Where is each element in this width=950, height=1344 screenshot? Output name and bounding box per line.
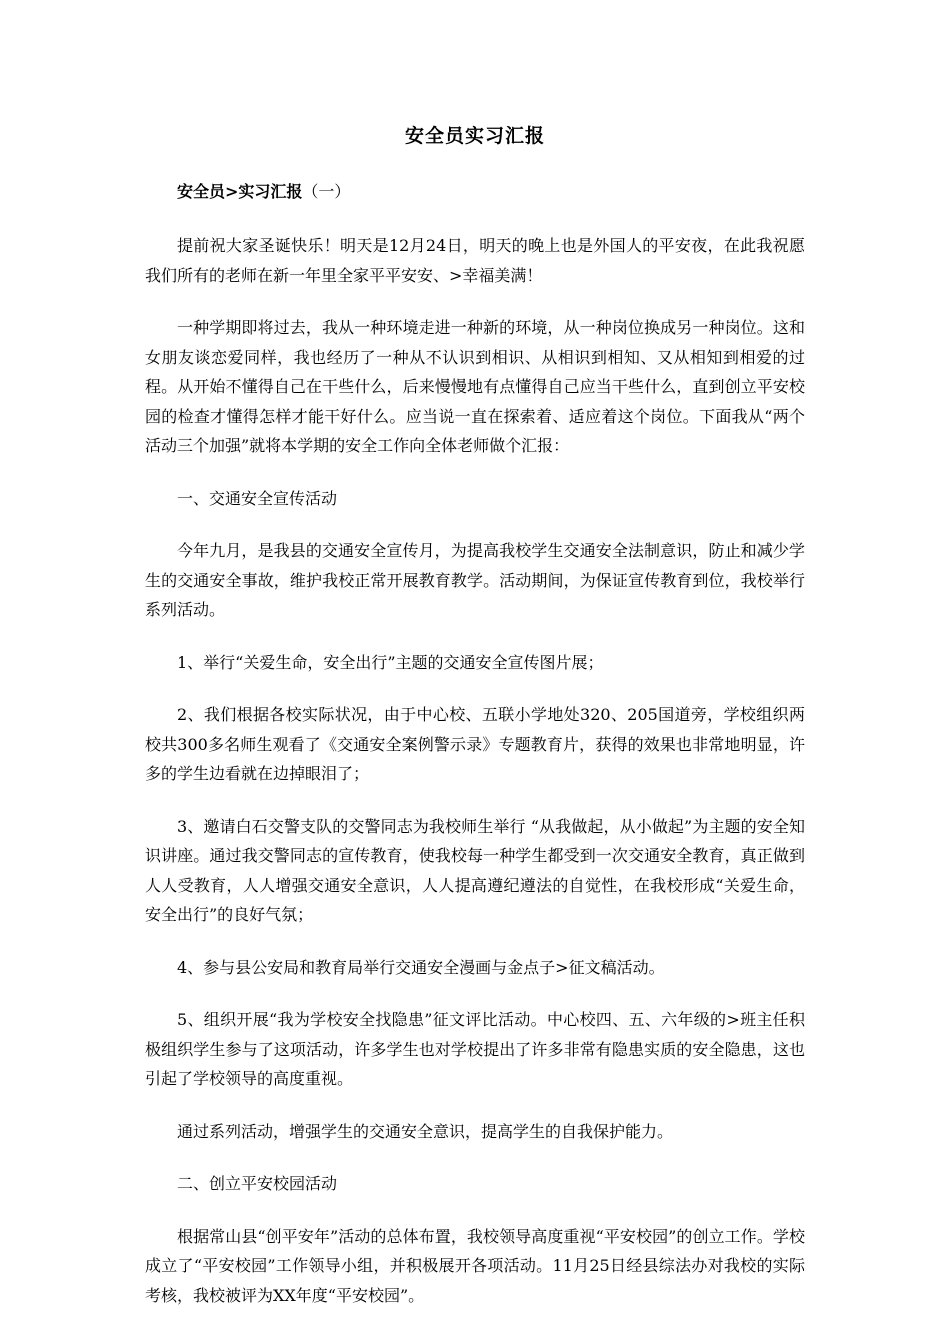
list-item-2: 2、我们根据各校实际状况，由于中心校、五联小学地处320、205国道旁，学校组织两校共300多名师生观看了《交通安全案例警示录》专题教育片，获得的效果也非常地明显，许多的学生边看就在边掉眼泪了； bbox=[145, 705, 805, 783]
paragraph-safe-campus: 根据常山县“创平安年”活动的总体布置，我校领导高度重视“平安校园”的创立工作。学校成立了“平安校园”工作领导小组，并积极展开各项活动。11月25日经县综法办对我校的实际考核，我校被评为XX年度“平安校园”。 bbox=[145, 1226, 805, 1305]
list-item-1: 1、举行“关爱生命，安全出行”主题的交通安全宣传图片展； bbox=[177, 652, 604, 672]
list-item-3: 3、邀请白石交警支队的交警同志为我校师生举行 “从我做起，从小做起”为主题的安全知识讲座。通过我交警同志的宣传教育，使我校每一种学生都受到一次交通安全教育，真正做到人人受教育，人人增强交通安全意识，人人提高遵纪遵法的自觉性，在我校形成“关爱生命，安全出行”的良好气氛； bbox=[145, 816, 805, 924]
subtitle-bold-text: 安全员>实习汇报 bbox=[177, 182, 303, 201]
document-title: 安全员实习汇报 bbox=[404, 125, 545, 147]
paragraph-traffic-month: 今年九月，是我县的交通安全宣传月，为提高我校学生交通安全法制意识，防止和减少学生的交通安全事故，维护我校正常开展教育教学。活动期间，为保证宣传教育到位，我校举行系列活动。 bbox=[145, 541, 805, 619]
paragraph-summary: 通过系列活动，增强学生的交通安全意识，提高学生的自我保护能力。 bbox=[177, 1121, 674, 1141]
subtitle-suffix: （一） bbox=[302, 182, 351, 201]
list-item-5: 5、组织开展“我为学校安全找隐患”征文评比活动。中心校四、五、六年级的>班主任积极组织学生参与了这项活动，许多学生也对学校提出了许多非常有隐患实质的安全隐患，这也引起了学校领导的高度重视。 bbox=[145, 1010, 805, 1088]
paragraph-intro: 一种学期即将过去，我从一种环境走进一种新的环境，从一种岗位换成另一种岗位。这和女朋友谈恋爱同样，我也经历了一种从不认识到相识、从相识到相知、又从相知到相爱的过程。从开始不懂得自己在干些什么，后来慢慢地有点懂得自己应当干些什么，直到创立平安校园的检查才懂得怎样才能干好什么。应当说一直在探索着、适应着这个岗位。下面我从“两个活动三个加强”就将本学期的安全工作向全体老师做个汇报： bbox=[145, 318, 805, 455]
paragraph-greeting: 提前祝大家圣诞快乐！明天是12月24日，明天的晚上也是外国人的平安夜，在此我祝愿我们所有的老师在新一年里全家平平安安、>幸福美满！ bbox=[145, 236, 805, 285]
heading-safe-campus: 二、创立平安校园活动 bbox=[177, 1174, 338, 1193]
heading-traffic-safety: 一、交通安全宣传活动 bbox=[177, 488, 338, 508]
list-item-4: 4、参与县公安局和教育局举行交通安全漫画与金点子>征文稿活动。 bbox=[177, 957, 665, 977]
section-subtitle bbox=[145, 177, 805, 207]
document-page bbox=[145, 120, 805, 1333]
